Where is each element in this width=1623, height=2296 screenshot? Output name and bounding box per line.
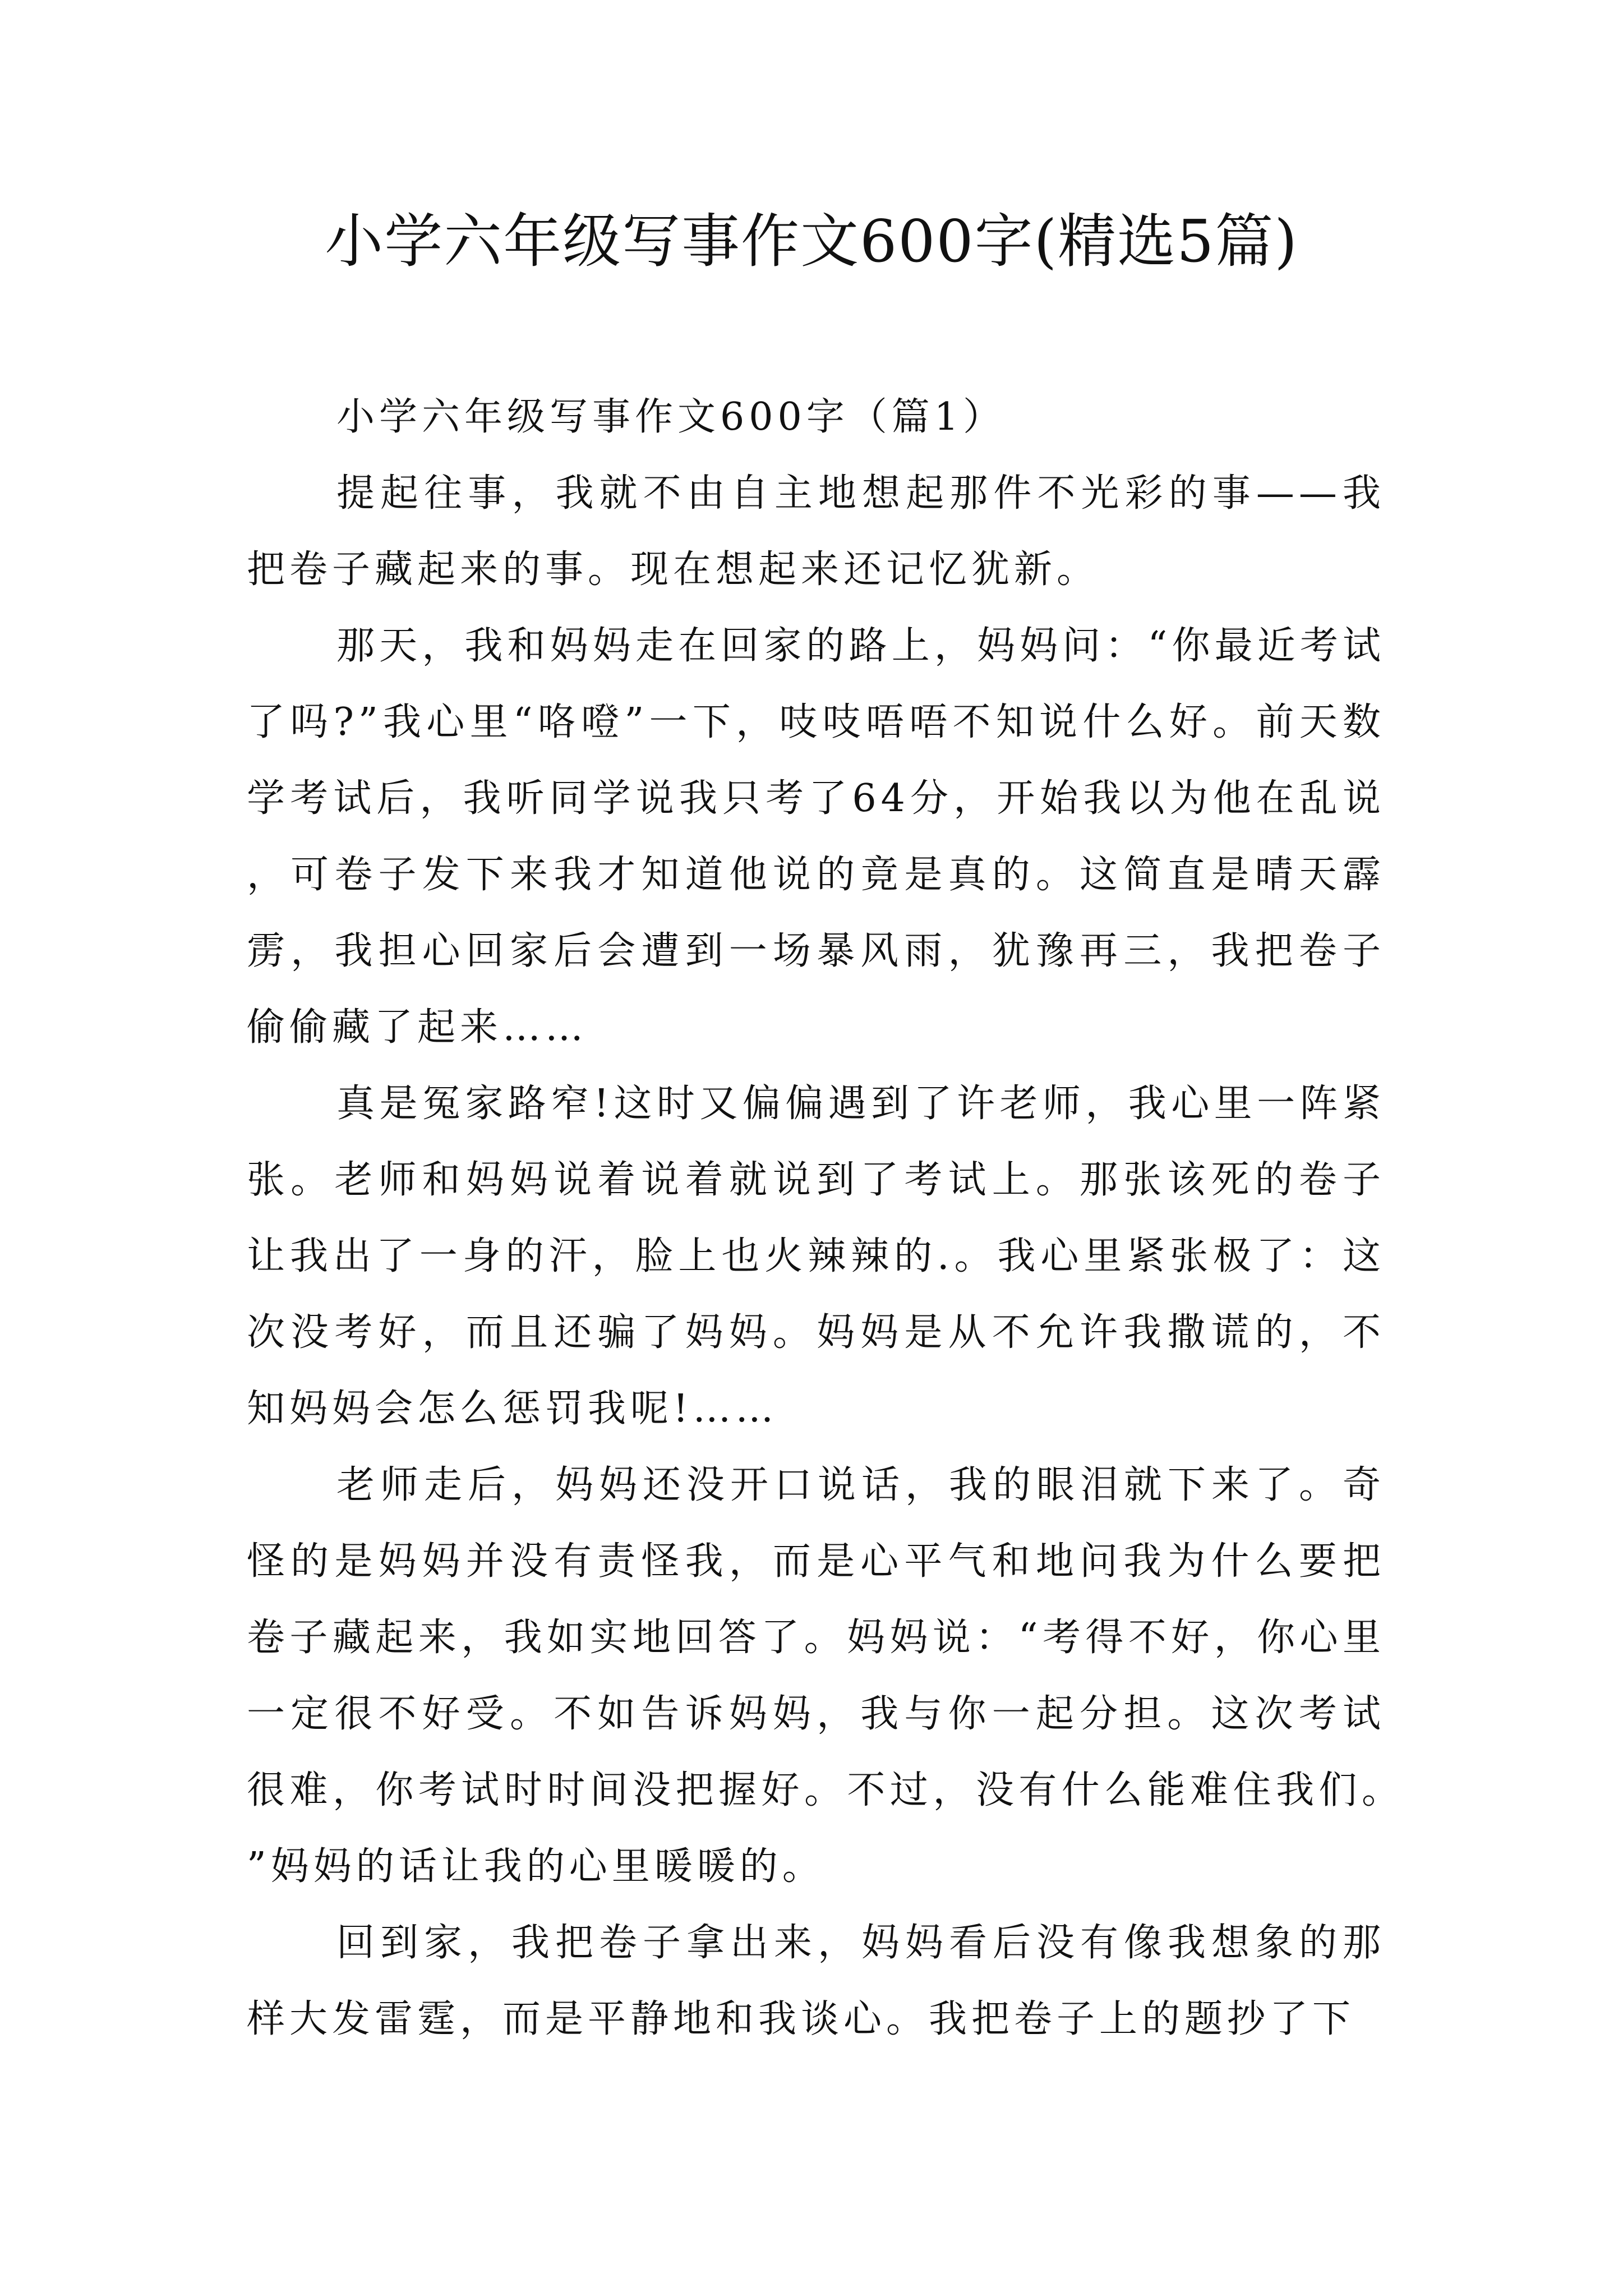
paragraph: 那天，我和妈妈走在回家的路上，妈妈问：“你最近考试了吗?”我心里“咯噔”一下，吱吱唔唔不知说什么好。前天数学考试后，我听同学说我只考了64分，开始我以为他在乱说，可卷子发下来我才知道他说的竟是真的。这简直是晴天霹雳，我担心回家后会遭到一场暴风雨，犹豫再三，我把卷子偷偷藏了起来…… — [247, 624, 1385, 1050]
document-body — [247, 379, 1385, 2058]
paragraph: 回到家，我把卷子拿出来，妈妈看后没有像我想象的那样大发雷霆，而是平静地和我谈心。我把卷子上的题抄了下 — [247, 1921, 1385, 2041]
document-title: 小学六年级写事作文600字(精选5篇) — [325, 207, 1298, 275]
paragraph: 真是冤家路窄!这时又偏偏遇到了许老师，我心里一阵紧张。老师和妈妈说着说着就说到了考试上。那张该死的卷子让我出了一身的汗，脸上也火辣辣的.。我心里紧张极了：这次没考好，而且还骗了妈妈。妈妈是从不允许我撒谎的，不知妈妈会怎么惩罚我呢!…… — [247, 1082, 1385, 1431]
paragraph: 提起往事，我就不由自主地想起那件不光彩的事——我把卷子藏起来的事。现在想起来还记忆犹新。 — [247, 471, 1385, 592]
paragraph: 老师走后，妈妈还没开口说话，我的眼泪就下来了。奇怪的是妈妈并没有责怪我，而是心平气和地问我为什么要把卷子藏起来，我如实地回答了。妈妈说：“考得不好，你心里一定很不好受。不如告诉妈妈，我与你一起分担。这次考试很难，你考试时时间没把握好。不过，没有什么能难住我们。”妈妈的话让我的心里暖暖的。 — [247, 1463, 1385, 1889]
section-heading: 小学六年级写事作文600字（篇1） — [336, 395, 1006, 439]
